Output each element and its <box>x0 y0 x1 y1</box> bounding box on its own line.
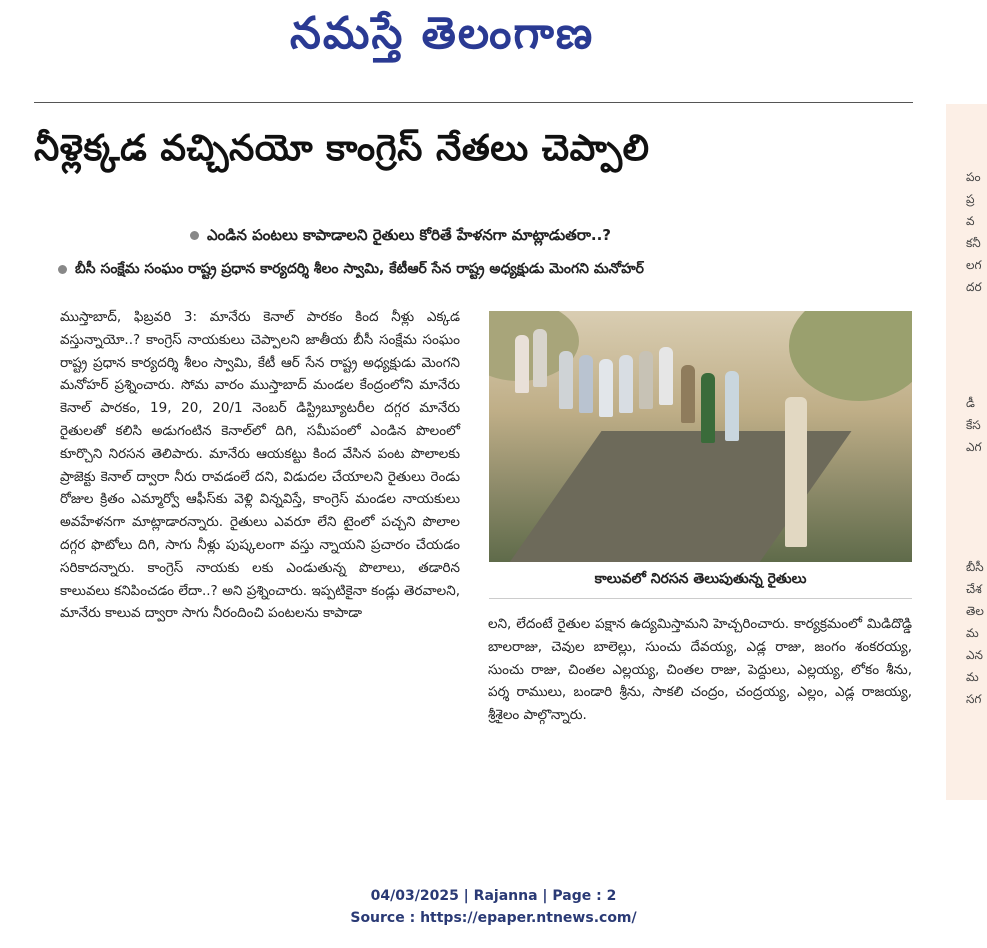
person-figure <box>515 335 529 393</box>
bullet-icon <box>58 265 67 274</box>
strip-text: బీసీ <box>966 560 984 574</box>
strip-text: మ <box>966 670 979 684</box>
strip-text: వ <box>966 214 975 228</box>
person-figure <box>681 365 695 423</box>
strip-text: కనీ <box>966 236 981 250</box>
strip-text: దర <box>966 280 982 294</box>
footer-date-edition: 04/03/2025 | Rajanna | Page : 2 <box>370 888 617 904</box>
strip-text: మ <box>966 626 979 640</box>
person-figure <box>559 351 573 409</box>
article-headline: నీళ్లెక్కడ వచ్చినయో కాంగ్రెస్ నేతలు చెప్పాలి <box>34 128 650 169</box>
strip-text: చేశ <box>966 582 982 596</box>
person-figure <box>785 397 807 547</box>
person-figure <box>659 347 673 405</box>
strip-text: డీ <box>966 396 975 410</box>
newspaper-logo: నమస్తే తెలంగాణ <box>290 8 595 59</box>
adjacent-article-strip <box>946 104 987 800</box>
strip-text: ప్ర <box>966 192 975 206</box>
article-body-right-column: లని, లేదంటే రైతుల పక్షాన ఉద్యమిస్తామని హెచ్చరించారు. కార్యక్రమంలో మిడిదొడ్డి బాలరాజు, చెవుల బాలెల్లు, సుంచు దేవయ్య, ఎడ్ల రాజు, జంగం శంకరయ్య, సుంచు రాజు, చింతల ఎల్లయ్య, చింతల రాజు, పెద్దులు, ఎల్లయ్య, లోకం శీను, పర్శ రాములు, బండారి శ్రీను, సాకలి చంద్రం, చంద్రయ్య, ఎల్లం, ఎడ్ల రాజయ్య, శ్రీశైలం పాల్గొన్నారు. <box>488 616 912 724</box>
article-body-left-column: ముస్తాబాద్, ఫిబ్రవరి 3: మానేరు కెనాల్ పారకం కింద నీళ్లు ఎక్కడ వస్తున్నాయో..? కాంగ్రెస్ నాయకులు చెప్పాలని జాతీయ బీసీ సంక్షేమ సంఘం రాష్ట్ర ప్రధాన కార్యదర్శి శీలం స్వామి, కేటీ ఆర్ సేన రాష్ట్ర అధ్యక్షుడు మెంగని మనోహర్ ప్రశ్నించారు. సోమ వారం ముస్తాబాద్ మండల కేంద్రంలోని మానేరు కెనాల్ పారకం, 19, 20, 20/1 నెంబర్ డిస్ట్రిబ్యూటరీల దగ్గర మానేరు రైతులతో కలిసి అడుగంటిన కెనాల్‌లో దిగి, సమీపంలో ఎండిన పొలంలో కూర్చొని నిరసన తెలిపారు. మానేరు ఆయకట్టు కింద వేసిన పంట పొలాలకు ప్రాజెక్టు కెనాల్ ద్వారా నీరు రావడంలే దని, విడుదల చేయాలని రైతులు రెండు రోజుల క్రితం ఎమ్మార్వో ఆఫీస్‌కు వెళ్లి విన్నవిస్తే, కాంగ్రెస్ మండల నాయకులు అవహేళనగా మాట్లాడారన్నారు. రైతులు ఎవరూ లేని టైంలో పచ్చని పొలాల దగ్గర ఫొటోలు దిగి, సాగు నీళ్లు పుష్కలంగా వస్తు న్నాయని ప్రచారం చేయడం సరికాదన్నారు. కాంగ్రెస్ నాయకు లకు ఎండుతున్న పొలాలు, తడారిన కాలువలు కనిపించడం లేదా..? అని ప్రశ్నించారు. ఇప్పటికైనా కండ్లు తెరవాలని, మానేరు కాలువ ద్వారా సాగు నీరందించి పంటలను కాపాడా <box>60 309 460 622</box>
header-divider <box>34 102 913 103</box>
footer-source: Source : https://epaper.ntnews.com/ <box>350 910 637 926</box>
strip-text: తెల <box>966 604 984 618</box>
subheading-2 <box>58 261 644 280</box>
photo-caption: కాలువలో నిరసన తెలుపుతున్న రైతులు <box>489 566 912 599</box>
subheading-text: బీసీ సంక్షేమ సంఘం రాష్ట్ర ప్రధాన కార్యదర్శి శీలం స్వామి, కేటీఆర్ సేన రాష్ట్ర అధ్యక్షుడు మెంగని మనోహర్ <box>75 261 644 277</box>
strip-text: ఎగ <box>966 440 982 454</box>
masthead <box>0 0 987 82</box>
article-photo <box>489 311 912 562</box>
strip-text: పం <box>966 170 981 184</box>
bullet-icon <box>190 231 199 240</box>
strip-text: కేస <box>966 418 981 432</box>
strip-text: సగ <box>966 692 982 706</box>
person-figure <box>701 373 715 443</box>
subheading-1 <box>190 226 611 248</box>
person-figure <box>639 351 653 409</box>
person-figure <box>579 355 593 413</box>
person-figure <box>599 359 613 417</box>
person-figure <box>619 355 633 413</box>
subheading-text: ఎండిన పంటలు కాపాడాలని రైతులు కోరితే హేళనగా మాట్లాడుతరా..? <box>207 226 611 244</box>
person-figure <box>533 329 547 387</box>
strip-text: లగ <box>966 258 982 272</box>
tree-shape <box>789 311 912 401</box>
person-figure <box>725 371 739 441</box>
strip-text: ఎన <box>966 648 983 662</box>
